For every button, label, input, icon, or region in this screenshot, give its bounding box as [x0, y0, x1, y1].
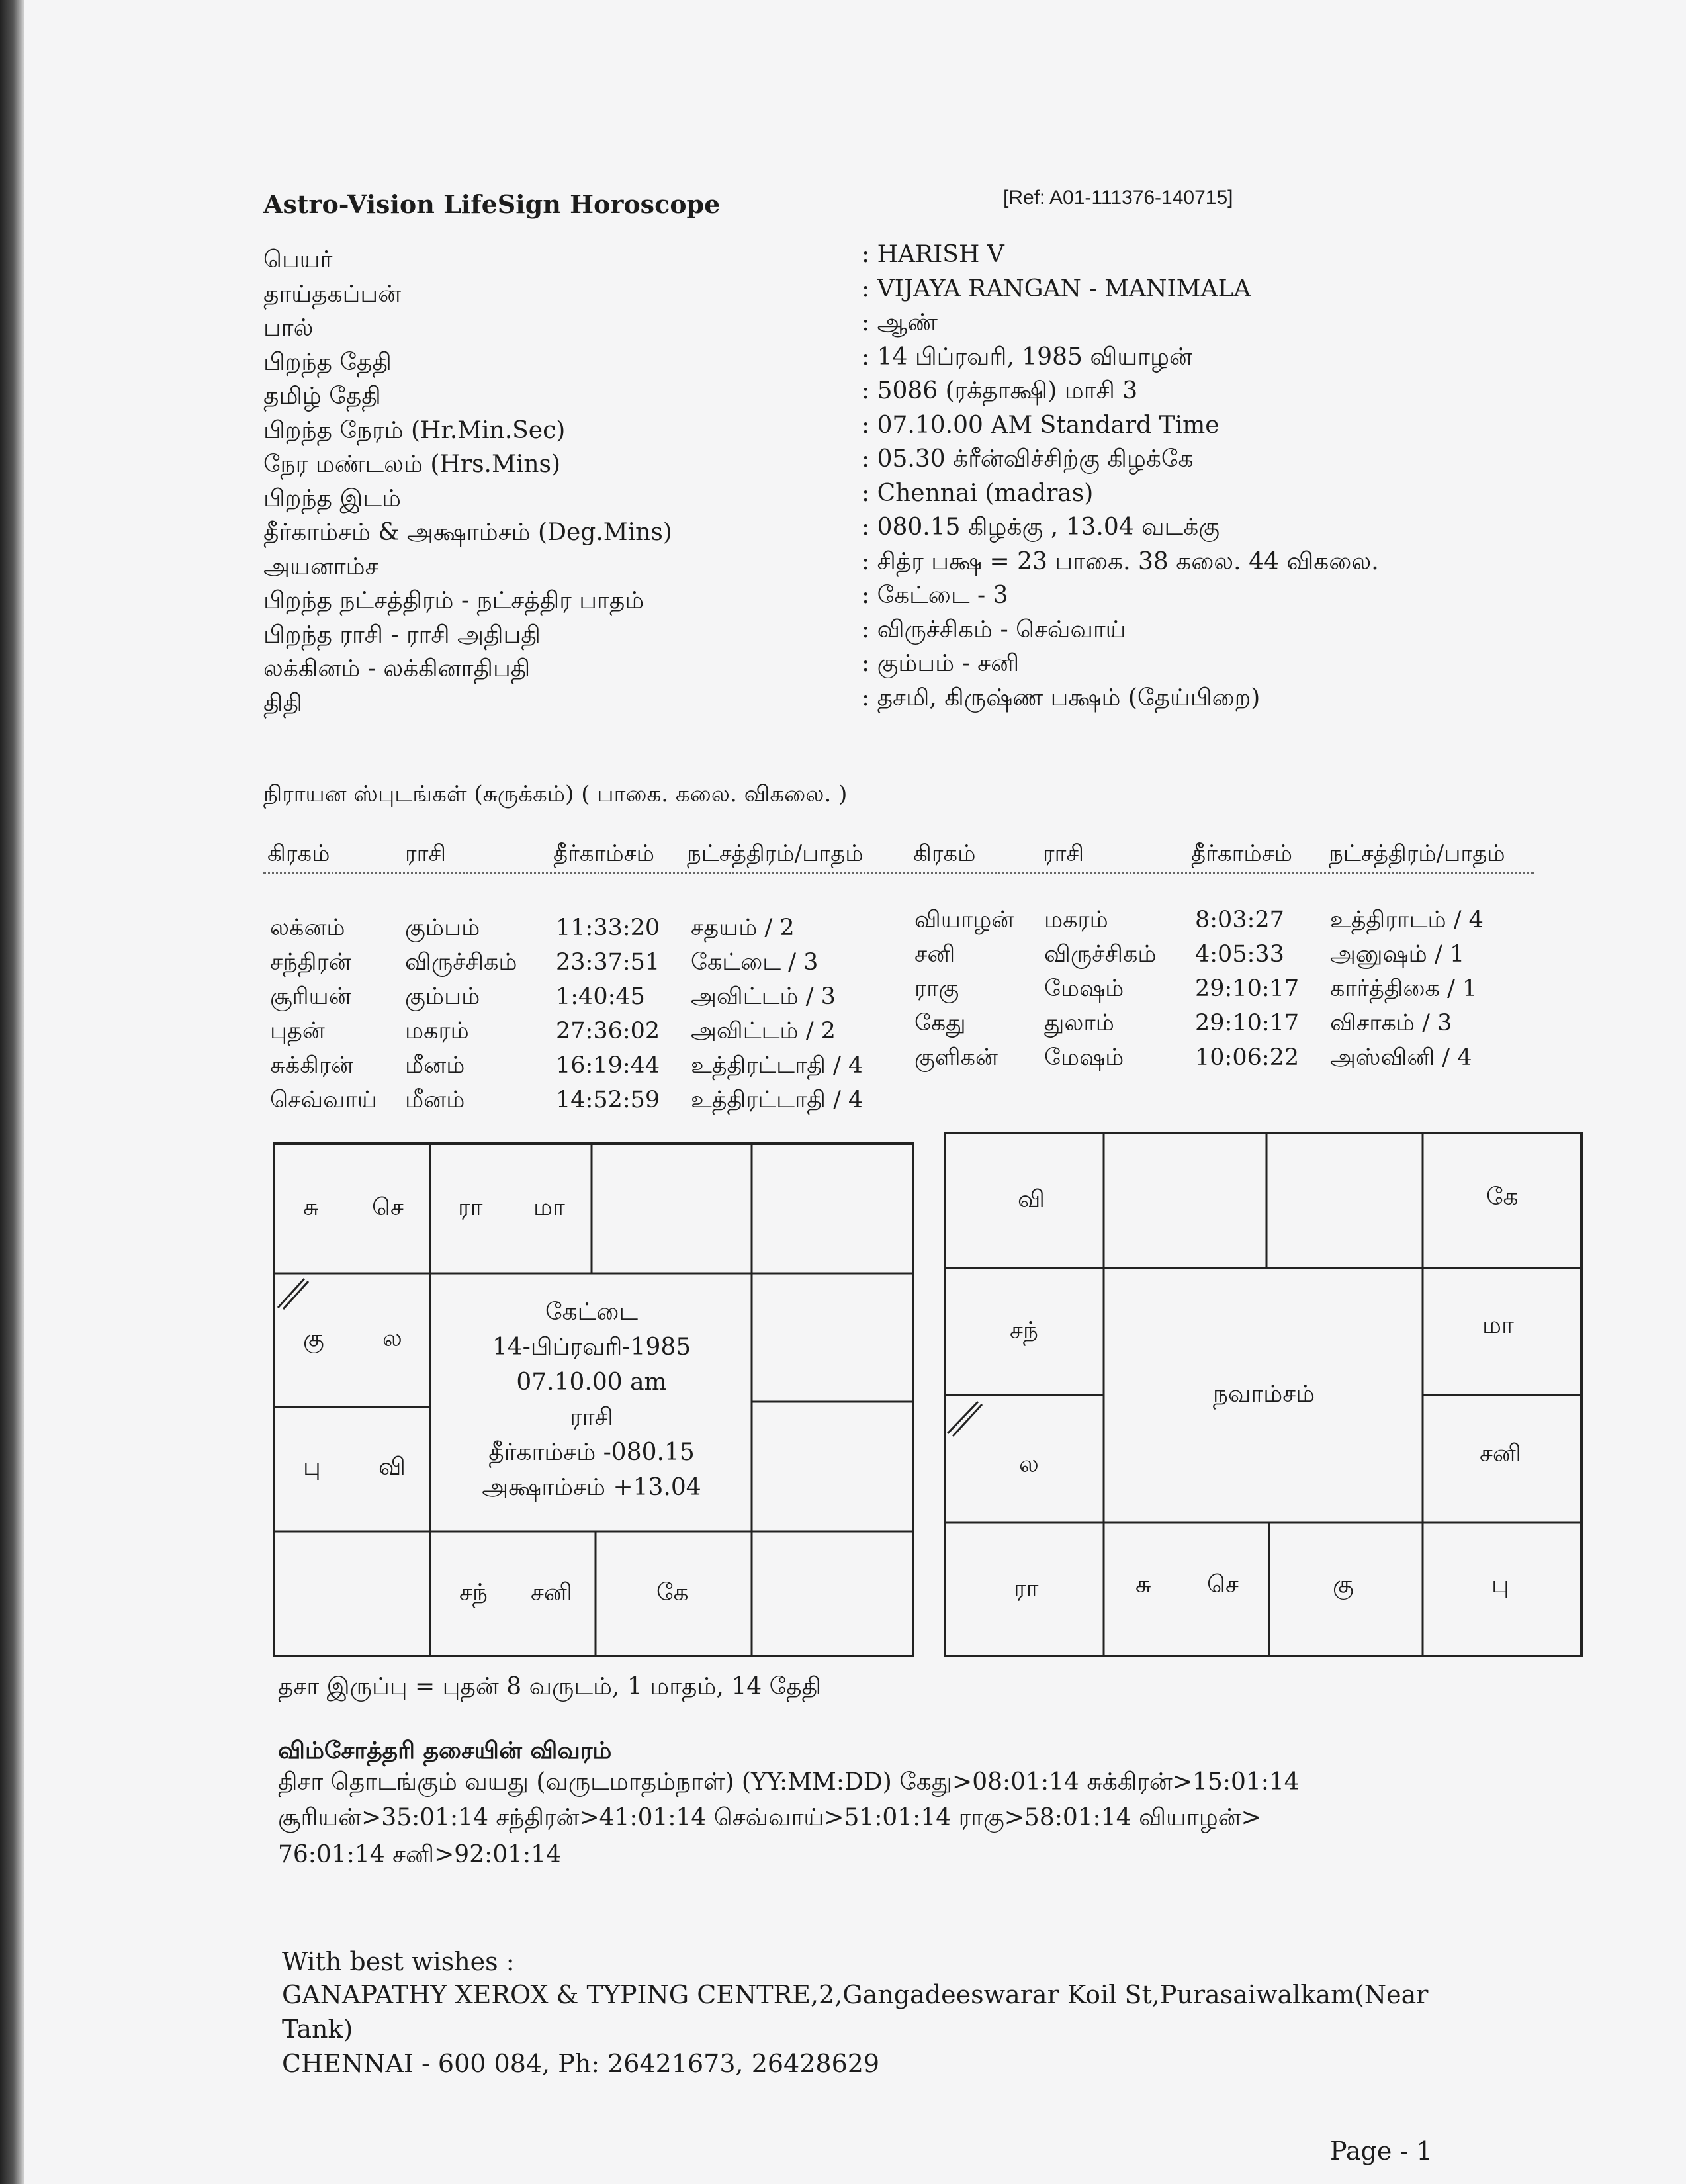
col-header-longitude: தீர்காம்சம் — [553, 841, 654, 867]
detail-row: பிறந்த இடம் : Chennai (madras) — [263, 479, 1094, 512]
detail-row: நேர மண்டலம் (Hrs.Mins) : 05.30 க்ரீன்விச்சிற்கு கிழக்கே — [263, 445, 1194, 478]
rasi-cell-planet: மா — [533, 1194, 565, 1221]
detail-row: பிறந்த நட்சத்திரம் - நட்சத்திர பாதம் : கேட்டை - 3 — [263, 582, 1008, 614]
col-header-planet: கிரகம் — [913, 841, 976, 867]
navamsa-cell-planet: பு — [1491, 1571, 1509, 1598]
page-number: Page - 1 — [1330, 2136, 1433, 2165]
rasi-cell-planet: கு — [303, 1325, 324, 1352]
navamsa-cell-planet: ரா — [1014, 1575, 1039, 1602]
detail-row: பெயர் : HARISH V — [263, 241, 1004, 273]
navamsa-cell-planet: சனி — [1480, 1440, 1521, 1467]
birth-details — [263, 241, 1454, 723]
col-header-rasi: ராசி — [405, 841, 446, 867]
rasi-cell-planet: வி — [378, 1453, 406, 1480]
rasi-cell-planet: ல — [382, 1325, 402, 1352]
rasi-cell-planet: ரா — [458, 1194, 483, 1221]
detail-row: தமிழ் தேதி : 5086 (ரக்தாக்ஷி) மாசி 3 — [263, 377, 1138, 410]
footer-address-line: GANAPATHY XEROX & TYPING CENTRE,2,Gangadeeswarar Koil St,Purasaiwalkam(Near — [282, 1980, 1429, 2009]
rasi-cell-planet: சந் — [459, 1579, 488, 1606]
vimshottari-line: 76:01:14 சனி>92:01:14 — [278, 1841, 561, 1868]
detail-row: லக்கினம் - லக்கினாதிபதி : கும்பம் - சனி — [263, 650, 1020, 682]
navamsa-cell-planet: வி — [1018, 1186, 1045, 1213]
rasi-chart — [273, 1142, 916, 1659]
detail-row: பிறந்த ராசி - ராசி அதிபதி : விருச்சிகம் - செவ்வாய் — [263, 615, 1126, 649]
col-header-longitude: தீர்காம்சம் — [1191, 841, 1292, 867]
detail-row: திதி : தசமி, கிருஷ்ண பக்ஷம் (தேய்பிறை) — [263, 684, 1261, 717]
header-underline — [263, 872, 1534, 874]
col-header-star: நட்சத்திரம்/பாதம் — [1329, 841, 1505, 867]
positions-title: நிராயன ஸ்புடங்கள் (சுருக்கம்) ( பாகை. கலை. விகலை. ) — [263, 781, 848, 807]
rasi-cell-planet: செ — [372, 1194, 404, 1221]
rasi-chart-center: கேட்டை 14-பிப்ரவரி-1985 07.10.00 am ராசி தீர்காம்சம் -080.15 அக்ஷாம்சம் +13.04 — [482, 1298, 701, 1501]
navamsa-cell-planet: சு — [1135, 1571, 1151, 1598]
rasi-cell-planet: கே — [656, 1579, 689, 1606]
navamsa-cell-planet: சந் — [1010, 1317, 1039, 1344]
rasi-cell-planet: சனி — [531, 1579, 572, 1606]
detail-row: பிறந்த நேரம் (Hr.Min.Sec) : 07.10.00 AM Standard Time — [263, 411, 1220, 444]
navamsa-cell-planet: கு — [1333, 1571, 1354, 1598]
navamsa-cell-planet: செ — [1207, 1571, 1239, 1598]
vimshottari-line: திசா தொடங்கும் வயது (வருடமாதம்நாள்) (YY:MM:DD) கேது>08:01:14 சுக்கிரன்>15:01:14 — [278, 1768, 1300, 1796]
dasa-balance: தசா இருப்பு = புதன் 8 வருடம், 1 மாதம், 14 தேதி — [278, 1673, 822, 1700]
navamsa-chart — [944, 1132, 1584, 1659]
navamsa-chart-center: நவாம்சம் — [1212, 1381, 1315, 1408]
col-header-rasi: ராசி — [1043, 841, 1084, 867]
vimshottari-line: சூரியன்>35:01:14 சந்திரன்>41:01:14 செவ்வாய்>51:01:14 ராகு>58:01:14 வியாழன்> — [278, 1804, 1261, 1831]
reference-number: [Ref: A01-111376-140715] — [1003, 187, 1233, 208]
detail-row: பிறந்த தேதி : 14 பிப்ரவரி, 1985 வியாழன் — [263, 343, 1192, 376]
rasi-cell-planet: பு — [303, 1453, 321, 1480]
scan-edge — [0, 0, 24, 2184]
navamsa-cell-planet: மா — [1482, 1312, 1514, 1339]
detail-row: தீர்காம்சம் & அக்ஷாம்சம் (Deg.Mins) : 080.15 கிழக்கு , 13.04 வடக்கு — [263, 514, 1220, 546]
footer-contact: CHENNAI - 600 084, Ph: 26421673, 26428629 — [282, 2049, 880, 2078]
navamsa-cell-planet: ல — [1019, 1451, 1039, 1478]
detail-row: பால் : ஆண் — [263, 309, 938, 341]
col-header-star: நட்சத்திரம்/பாதம் — [687, 841, 864, 867]
footer-wishes: With best wishes : — [282, 1947, 515, 1976]
detail-row: தாய்தகப்பன் : VIJAYA RANGAN - MANIMALA — [263, 275, 1251, 308]
page-title: Astro-Vision LifeSign Horoscope — [263, 189, 721, 219]
vimshottari-title: விம்சோத்தரி தசையின் விவரம் — [278, 1737, 612, 1764]
footer-address-line: Tank) — [282, 2015, 353, 2044]
detail-row: அயனாம்ச : சித்ர பக்ஷ = 23 பாகை. 38 கலை. 44 விகலை. — [263, 547, 1379, 580]
rasi-cell-planet: சு — [303, 1194, 319, 1221]
navamsa-cell-planet: கே — [1486, 1183, 1519, 1210]
col-header-planet: கிரகம் — [267, 841, 330, 867]
